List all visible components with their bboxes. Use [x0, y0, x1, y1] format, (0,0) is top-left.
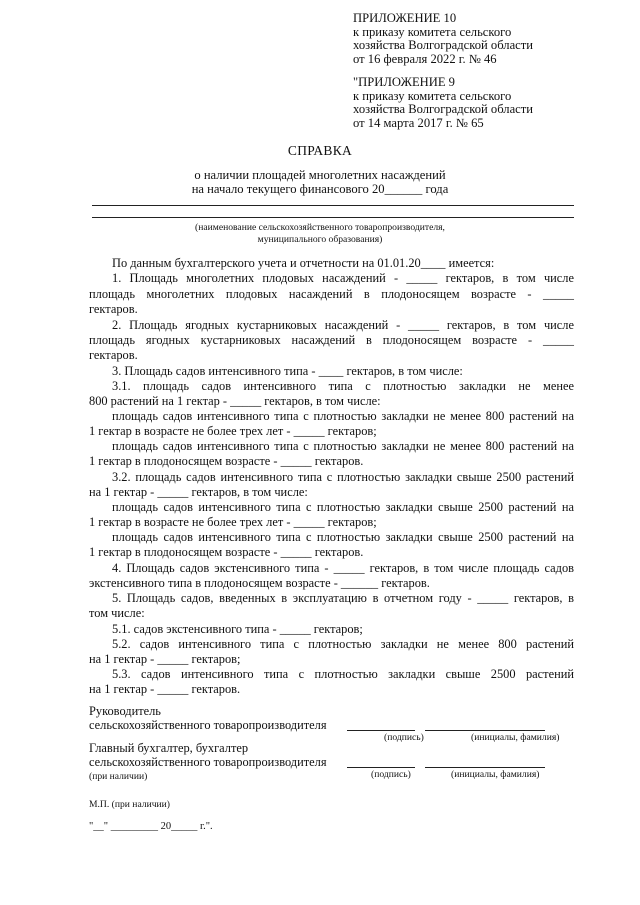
- appendix-10-line: к приказу комитета сельского: [353, 24, 512, 39]
- body-line: гектаров.: [89, 302, 138, 316]
- caption-line: (наименование сельскохозяйственного товаропроизводителя,: [195, 222, 445, 233]
- body-line: площадь многолетних плодовых насаждений в плодоносящем возрасте - _____: [89, 287, 574, 301]
- if-any-note: (при наличии): [89, 771, 148, 782]
- document-title: СПРАВКА: [287, 143, 353, 158]
- date-line: "__" _________ 20_____ г.".: [89, 821, 213, 832]
- appendix-9-block: [353, 76, 533, 130]
- signature-line: [347, 730, 415, 731]
- appendix-10-block: [353, 12, 533, 66]
- subtitle-line: о наличии площадей многолетних насаждений: [194, 168, 446, 182]
- body-line: экстенсивного типа в плодоносящем возрасте - ______ гектаров.: [89, 576, 430, 590]
- subtitle-line: на начало текущего финансового 20______ года: [191, 182, 449, 196]
- appendix-10-date: от 16 февраля 2022 г. № 46: [353, 51, 497, 66]
- body-line: площадь садов интенсивного типа с плотностью закладки свыше 2500 растений на: [112, 500, 574, 514]
- body-line: 5.3. садов интенсивного типа с плотностью закладки свыше 2500 растений: [112, 667, 574, 681]
- signature-label: (подпись): [371, 769, 411, 780]
- body-line: 1 гектар в возрасте не более трех лет - _____ гектаров;: [89, 515, 377, 529]
- body-line: 5. Площадь садов, введенных в эксплуатацию в отчетном году - _____ гектаров, в: [112, 591, 574, 605]
- body-line: 2. Площадь ягодных кустарниковых насаждений - _____ гектаров, в том числе: [112, 318, 574, 332]
- body-line: на 1 гектар - _____ гектаров;: [89, 652, 241, 666]
- appendix-10-title: ПРИЛОЖЕНИЕ 10: [353, 11, 457, 25]
- body-line: 3.1. площадь садов интенсивного типа с плотностью закладки не менее: [112, 379, 574, 393]
- body-line: По данным бухгалтерского учета и отчетности на 01.01.20____ имеется:: [112, 256, 495, 270]
- initials-line: [425, 730, 545, 731]
- signature-line: [347, 767, 415, 768]
- body-line: на 1 гектар - _____ гектаров.: [89, 682, 241, 696]
- fill-line: [92, 205, 574, 206]
- body-line: 5.2. садов интенсивного типа с плотностью закладки не менее 800 растений: [112, 637, 574, 651]
- initials-line: [425, 767, 545, 768]
- head-org: сельскохозяйственного товаропроизводителя: [89, 718, 327, 732]
- body-line: 1. Площадь многолетних плодовых насаждений - _____ гектаров, в том числе: [112, 271, 574, 285]
- body-line: 3. Площадь садов интенсивного типа - ____ гектаров, в том числе:: [112, 364, 463, 378]
- accountant-org: сельскохозяйственного товаропроизводителя: [89, 755, 327, 769]
- body-line: 5.1. садов экстенсивного типа - _____ гектаров;: [112, 622, 363, 636]
- stamp-note: М.П. (при наличии): [89, 799, 170, 810]
- body-line: площадь садов интенсивного типа с плотностью закладки не менее 800 растений на: [112, 439, 574, 453]
- body-line: на 1 гектар - _____ гектаров, в том числе:: [89, 485, 308, 499]
- body-line: площадь ягодных кустарниковых насаждений в плодоносящем возрасте - _____: [89, 333, 574, 347]
- body-line: площадь садов интенсивного типа с плотностью закладки не менее 800 растений на: [112, 409, 574, 423]
- appendix-9-line: хозяйства Волгоградской области: [353, 102, 534, 117]
- fill-line: [92, 217, 574, 218]
- body-line: 1 гектар в плодоносящем возрасте - _____ гектаров.: [89, 454, 364, 468]
- signature-label: (подпись): [384, 732, 424, 743]
- body-line: площадь садов интенсивного типа с плотностью закладки свыше 2500 растений на: [112, 530, 574, 544]
- appendix-9-date: от 14 марта 2017 г. № 65: [353, 115, 484, 130]
- body-line: 4. Площадь садов экстенсивного типа - _____ гектаров, в том числе площадь садов: [112, 561, 574, 575]
- initials-label: (инициалы, фамилия): [471, 732, 560, 743]
- body-line: 800 растений на 1 гектар - _____ гектаров, в том числе:: [89, 394, 381, 408]
- head-title: Руководитель: [89, 704, 161, 718]
- body-line: том числе:: [89, 606, 145, 620]
- initials-label: (инициалы, фамилия): [451, 769, 540, 780]
- appendix-9-line: к приказу комитета сельского: [353, 88, 512, 103]
- appendix-10-line: хозяйства Волгоградской области: [353, 38, 534, 53]
- appendix-9-title: "ПРИЛОЖЕНИЕ 9: [353, 75, 455, 89]
- body-line: 1 гектар в плодоносящем возрасте - _____ гектаров.: [89, 545, 364, 559]
- accountant-title: Главный бухгалтер, бухгалтер: [89, 741, 249, 755]
- body-line: 3.2. площадь садов интенсивного типа с плотностью закладки свыше 2500 растений: [112, 470, 574, 484]
- body-line: гектаров.: [89, 348, 138, 362]
- body-line: 1 гектар в возрасте не более трех лет - _____ гектаров;: [89, 424, 377, 438]
- caption-line: муниципального образования): [257, 234, 383, 245]
